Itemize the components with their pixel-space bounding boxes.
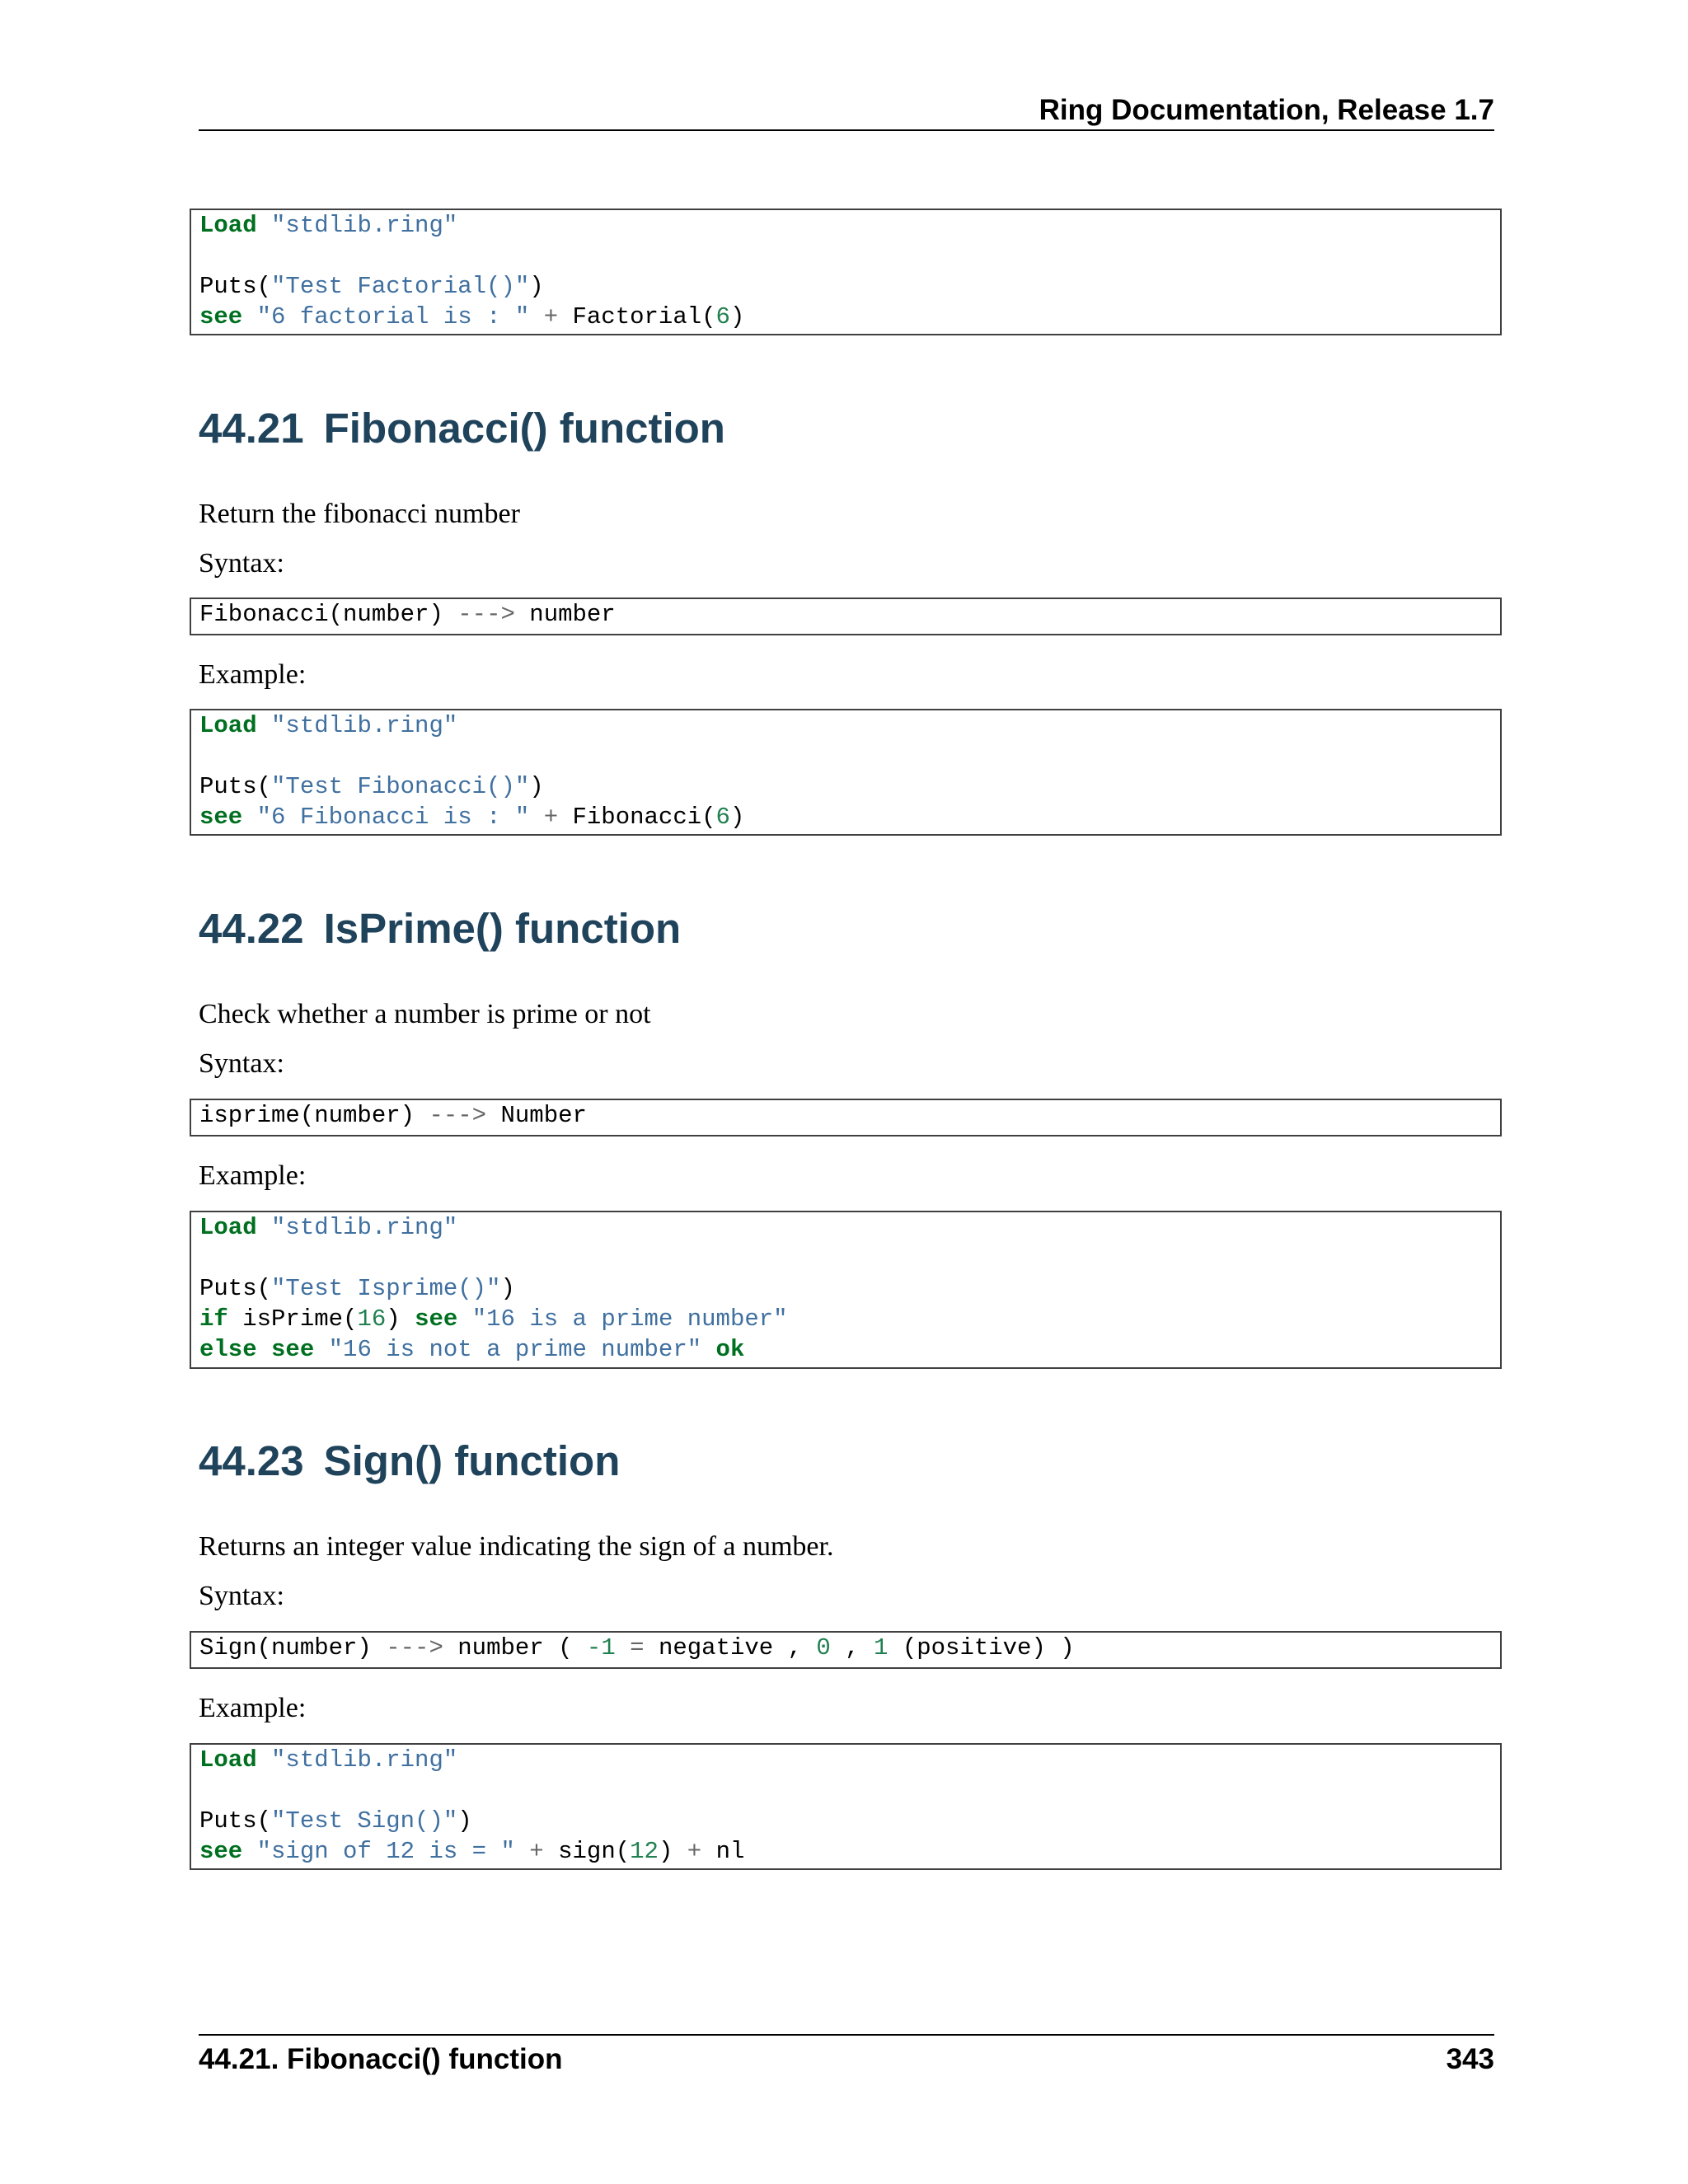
code-string: "stdlib.ring" bbox=[271, 1214, 458, 1241]
code-keyword: ok bbox=[715, 1336, 745, 1363]
code-operator: = bbox=[630, 1634, 645, 1661]
code-operator: + bbox=[529, 1838, 544, 1865]
code-text: Puts( bbox=[199, 773, 272, 800]
code-line bbox=[199, 1212, 1492, 1243]
code-keyword: see bbox=[199, 1838, 243, 1865]
code-block-factorial-example bbox=[190, 209, 1502, 335]
code-text: ) bbox=[729, 303, 745, 330]
code-string: "16 is not a prime number" bbox=[328, 1336, 702, 1363]
example-label: Example: bbox=[199, 1160, 307, 1191]
code-text: Factorial( bbox=[572, 303, 716, 330]
header-rule bbox=[199, 129, 1494, 131]
section-title: Sign() function bbox=[323, 1437, 621, 1484]
code-keyword: Load bbox=[199, 1214, 257, 1241]
code-text: Fibonacci( bbox=[572, 804, 716, 831]
code-line bbox=[199, 1836, 1492, 1867]
code-line bbox=[199, 271, 1492, 302]
section-number: 44.21 bbox=[199, 405, 304, 452]
code-operator: ---> bbox=[429, 1102, 487, 1129]
code-text: ) bbox=[457, 1807, 472, 1835]
code-string: "16 is a prime number" bbox=[471, 1305, 788, 1333]
code-text: ) bbox=[500, 1275, 515, 1302]
code-number: 6 bbox=[715, 804, 730, 831]
code-operator: ---> bbox=[457, 601, 515, 628]
code-text: ) bbox=[529, 773, 544, 800]
code-string: "Test Isprime()" bbox=[271, 1275, 501, 1302]
code-keyword: else bbox=[199, 1336, 257, 1363]
code-line bbox=[199, 210, 1492, 241]
code-line-blank bbox=[199, 241, 1492, 271]
code-string: "6 Fibonacci is : " bbox=[256, 804, 530, 831]
code-number: 0 bbox=[816, 1634, 831, 1661]
code-line bbox=[199, 1633, 1492, 1663]
code-text: number ( bbox=[457, 1634, 573, 1661]
code-text: Fibonacci(number) bbox=[199, 601, 443, 628]
code-keyword: Load bbox=[199, 712, 257, 739]
example-label: Example: bbox=[199, 1693, 307, 1723]
syntax-label: Syntax: bbox=[199, 548, 284, 579]
code-line bbox=[199, 710, 1492, 741]
code-line bbox=[199, 599, 1492, 630]
code-line-blank bbox=[199, 1775, 1492, 1806]
section-title: IsPrime() function bbox=[323, 905, 682, 952]
code-line bbox=[199, 1100, 1492, 1131]
code-string: "stdlib.ring" bbox=[271, 712, 458, 739]
code-text: , bbox=[845, 1634, 860, 1661]
code-string: "sign of 12 is = " bbox=[256, 1838, 515, 1865]
code-string: "stdlib.ring" bbox=[271, 212, 458, 239]
code-text: (positive) ) bbox=[902, 1634, 1075, 1661]
code-string: "6 factorial is : " bbox=[256, 303, 530, 330]
code-number: 1 bbox=[874, 1634, 889, 1661]
code-block-fibonacci-example bbox=[190, 709, 1502, 836]
code-operator: + bbox=[687, 1838, 702, 1865]
code-text: negative , bbox=[658, 1634, 802, 1661]
code-text: isPrime( bbox=[242, 1305, 358, 1333]
code-text: Number bbox=[500, 1102, 587, 1129]
running-header: Ring Documentation, Release 1.7 bbox=[1039, 94, 1494, 126]
syntax-label: Syntax: bbox=[199, 1048, 284, 1079]
code-text: Puts( bbox=[199, 273, 272, 300]
code-keyword: Load bbox=[199, 212, 257, 239]
section-description: Returns an integer value indicating the sign of a number. bbox=[199, 1531, 834, 1562]
code-keyword: see bbox=[199, 303, 243, 330]
code-line bbox=[199, 1334, 1492, 1365]
section-heading-fibonacci bbox=[199, 404, 725, 453]
code-keyword: see bbox=[415, 1305, 458, 1333]
code-text: number bbox=[529, 601, 616, 628]
code-number: 16 bbox=[357, 1305, 387, 1333]
code-keyword: see bbox=[271, 1336, 315, 1363]
code-text: Puts( bbox=[199, 1275, 272, 1302]
code-block-fibonacci-syntax bbox=[190, 598, 1502, 635]
section-number: 44.23 bbox=[199, 1437, 304, 1484]
code-line bbox=[199, 1745, 1492, 1775]
code-keyword: see bbox=[199, 804, 243, 831]
syntax-label: Syntax: bbox=[199, 1581, 284, 1611]
code-text: Sign(number) bbox=[199, 1634, 372, 1661]
code-line bbox=[199, 302, 1492, 332]
code-operator: + bbox=[543, 804, 559, 831]
code-block-isprime-example bbox=[190, 1211, 1502, 1369]
section-title: Fibonacci() function bbox=[323, 405, 725, 452]
code-line bbox=[199, 802, 1492, 832]
code-line-blank bbox=[199, 1243, 1492, 1273]
code-keyword: Load bbox=[199, 1746, 257, 1774]
code-text: ) bbox=[529, 273, 544, 300]
code-string: "Test Sign()" bbox=[271, 1807, 458, 1835]
code-keyword: if bbox=[199, 1305, 228, 1333]
section-heading-isprime bbox=[199, 904, 681, 954]
code-text: Puts( bbox=[199, 1807, 272, 1835]
code-line bbox=[199, 1304, 1492, 1334]
code-text: ) bbox=[658, 1838, 673, 1865]
code-number: 12 bbox=[630, 1838, 659, 1865]
code-string: "Test Factorial()" bbox=[271, 273, 530, 300]
code-line bbox=[199, 1273, 1492, 1304]
section-heading-sign bbox=[199, 1436, 620, 1486]
code-number: 6 bbox=[715, 303, 730, 330]
section-description: Return the fibonacci number bbox=[199, 499, 520, 529]
code-operator: ---> bbox=[386, 1634, 443, 1661]
footer-section-title: 44.21. Fibonacci() function bbox=[199, 2043, 563, 2075]
code-number: -1 bbox=[586, 1634, 616, 1661]
page-number: 343 bbox=[1446, 2043, 1494, 2075]
code-line-blank bbox=[199, 741, 1492, 771]
code-operator: + bbox=[543, 303, 559, 330]
code-text: nl bbox=[715, 1838, 745, 1865]
footer-rule bbox=[199, 2034, 1494, 2036]
code-text: ) bbox=[386, 1305, 401, 1333]
code-block-sign-example bbox=[190, 1743, 1502, 1870]
code-line bbox=[199, 1806, 1492, 1836]
code-block-sign-syntax bbox=[190, 1631, 1502, 1669]
code-text: ) bbox=[729, 804, 745, 831]
code-string: "stdlib.ring" bbox=[271, 1746, 458, 1774]
example-label: Example: bbox=[199, 659, 307, 690]
section-description: Check whether a number is prime or not bbox=[199, 999, 651, 1029]
code-line bbox=[199, 771, 1492, 802]
code-block-isprime-syntax bbox=[190, 1099, 1502, 1137]
code-text: isprime(number) bbox=[199, 1102, 415, 1129]
code-text: sign( bbox=[558, 1838, 631, 1865]
code-string: "Test Fibonacci()" bbox=[271, 773, 530, 800]
section-number: 44.22 bbox=[199, 905, 304, 952]
